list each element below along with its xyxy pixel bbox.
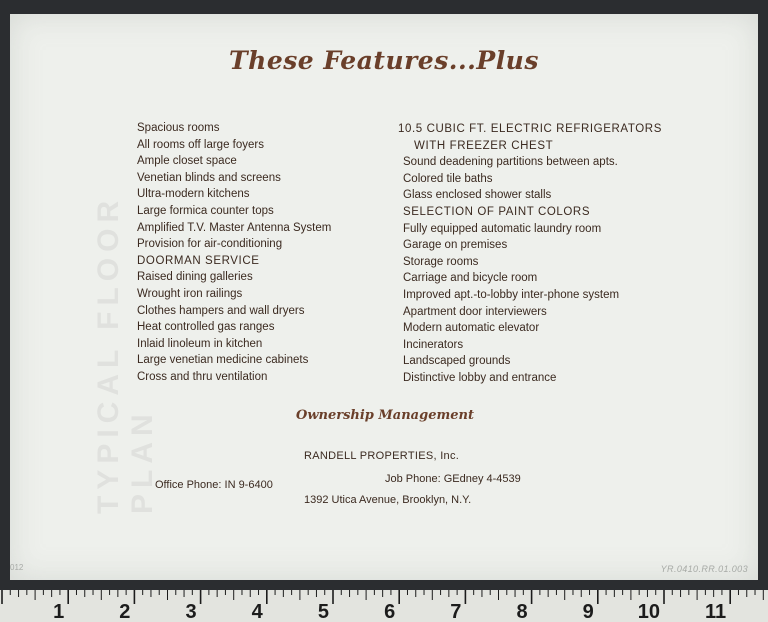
feature-item: Large formica counter tops bbox=[137, 204, 274, 217]
feature-item: Ample closet space bbox=[137, 155, 237, 168]
ruler-number: 6 bbox=[384, 601, 396, 622]
archive-stamp: YR.0410.RR.01.003 bbox=[660, 564, 748, 574]
feature-item: Distinctive lobby and entrance bbox=[403, 371, 557, 384]
company-name: RANDELL PROPERTIES, Inc. bbox=[304, 450, 460, 462]
corner-mark: 012 bbox=[10, 563, 24, 572]
feature-item: Venetian blinds and screens bbox=[137, 171, 281, 184]
ruler-number: 10 bbox=[637, 601, 660, 622]
ruler-number: 8 bbox=[516, 601, 528, 622]
feature-item: Heat controlled gas ranges bbox=[137, 321, 275, 334]
ruler-number: 2 bbox=[119, 601, 131, 622]
feature-item: WITH FREEZER CHEST bbox=[414, 139, 554, 152]
feature-item: 10.5 CUBIC FT. ELECTRIC REFRIGERATORS bbox=[398, 123, 662, 135]
measuring-ruler bbox=[0, 590, 768, 622]
feature-item: Modern automatic elevator bbox=[403, 322, 540, 335]
feature-item: Sound deadening partitions between apts. bbox=[403, 156, 618, 169]
ruler-number: 9 bbox=[582, 601, 594, 622]
feature-item: Cross and thru ventilation bbox=[137, 370, 268, 383]
feature-item: Carriage and bicycle room bbox=[403, 272, 538, 285]
ruler-number: 11 bbox=[705, 601, 727, 622]
address: 1392 Utica Avenue, Brooklyn, N.Y. bbox=[304, 494, 472, 506]
feature-item: Amplified T.V. Master Antenna System bbox=[137, 221, 332, 234]
features-left-list bbox=[137, 120, 331, 386]
feature-item: Improved apt.-to-lobby inter-phone system bbox=[403, 288, 620, 301]
bleed-through-text: TYPICAL FLOOR PLAN bbox=[92, 194, 159, 514]
feature-item: Ultra-modern kitchens bbox=[137, 188, 250, 201]
feature-item: Clothes hampers and wall dryers bbox=[137, 304, 305, 317]
feature-item: Storage rooms bbox=[403, 255, 479, 268]
feature-item: Provision for air-conditioning bbox=[137, 238, 283, 251]
feature-item: Fully equipped automatic laundry room bbox=[403, 222, 602, 235]
feature-item: All rooms off large foyers bbox=[137, 138, 264, 151]
feature-item: Landscaped grounds bbox=[403, 355, 511, 368]
feature-item: Wrought iron railings bbox=[137, 287, 243, 300]
feature-item: Glass enclosed shower stalls bbox=[403, 189, 552, 202]
feature-item: Large venetian medicine cabinets bbox=[137, 354, 309, 367]
page-title: These Features...Plus bbox=[229, 46, 539, 75]
job-phone: Job Phone: GEdney 4-4539 bbox=[385, 473, 521, 485]
ruler-scale bbox=[0, 590, 768, 622]
ruler-number: 5 bbox=[317, 601, 329, 622]
feature-item: Colored tile baths bbox=[403, 172, 493, 185]
feature-item: Incinerators bbox=[403, 338, 464, 351]
feature-item: Apartment door interviewers bbox=[403, 305, 547, 318]
brochure-page bbox=[10, 14, 758, 580]
ruler-number: 3 bbox=[185, 601, 197, 622]
features-right-list bbox=[398, 121, 662, 387]
feature-item: Raised dining galleries bbox=[137, 271, 253, 284]
feature-item: Inlaid linoleum in kitchen bbox=[137, 337, 263, 350]
ruler-number: 1 bbox=[53, 601, 65, 622]
feature-item: Garage on premises bbox=[403, 239, 508, 252]
office-phone: Office Phone: IN 9-6400 bbox=[155, 479, 273, 491]
ruler-number: 7 bbox=[450, 601, 462, 622]
feature-item: DOORMAN SERVICE bbox=[137, 254, 260, 267]
ruler-number: 4 bbox=[251, 601, 263, 622]
feature-item: SELECTION OF PAINT COLORS bbox=[403, 205, 591, 218]
feature-item: Spacious rooms bbox=[137, 122, 220, 134]
management-heading: Ownership Management bbox=[296, 408, 474, 423]
